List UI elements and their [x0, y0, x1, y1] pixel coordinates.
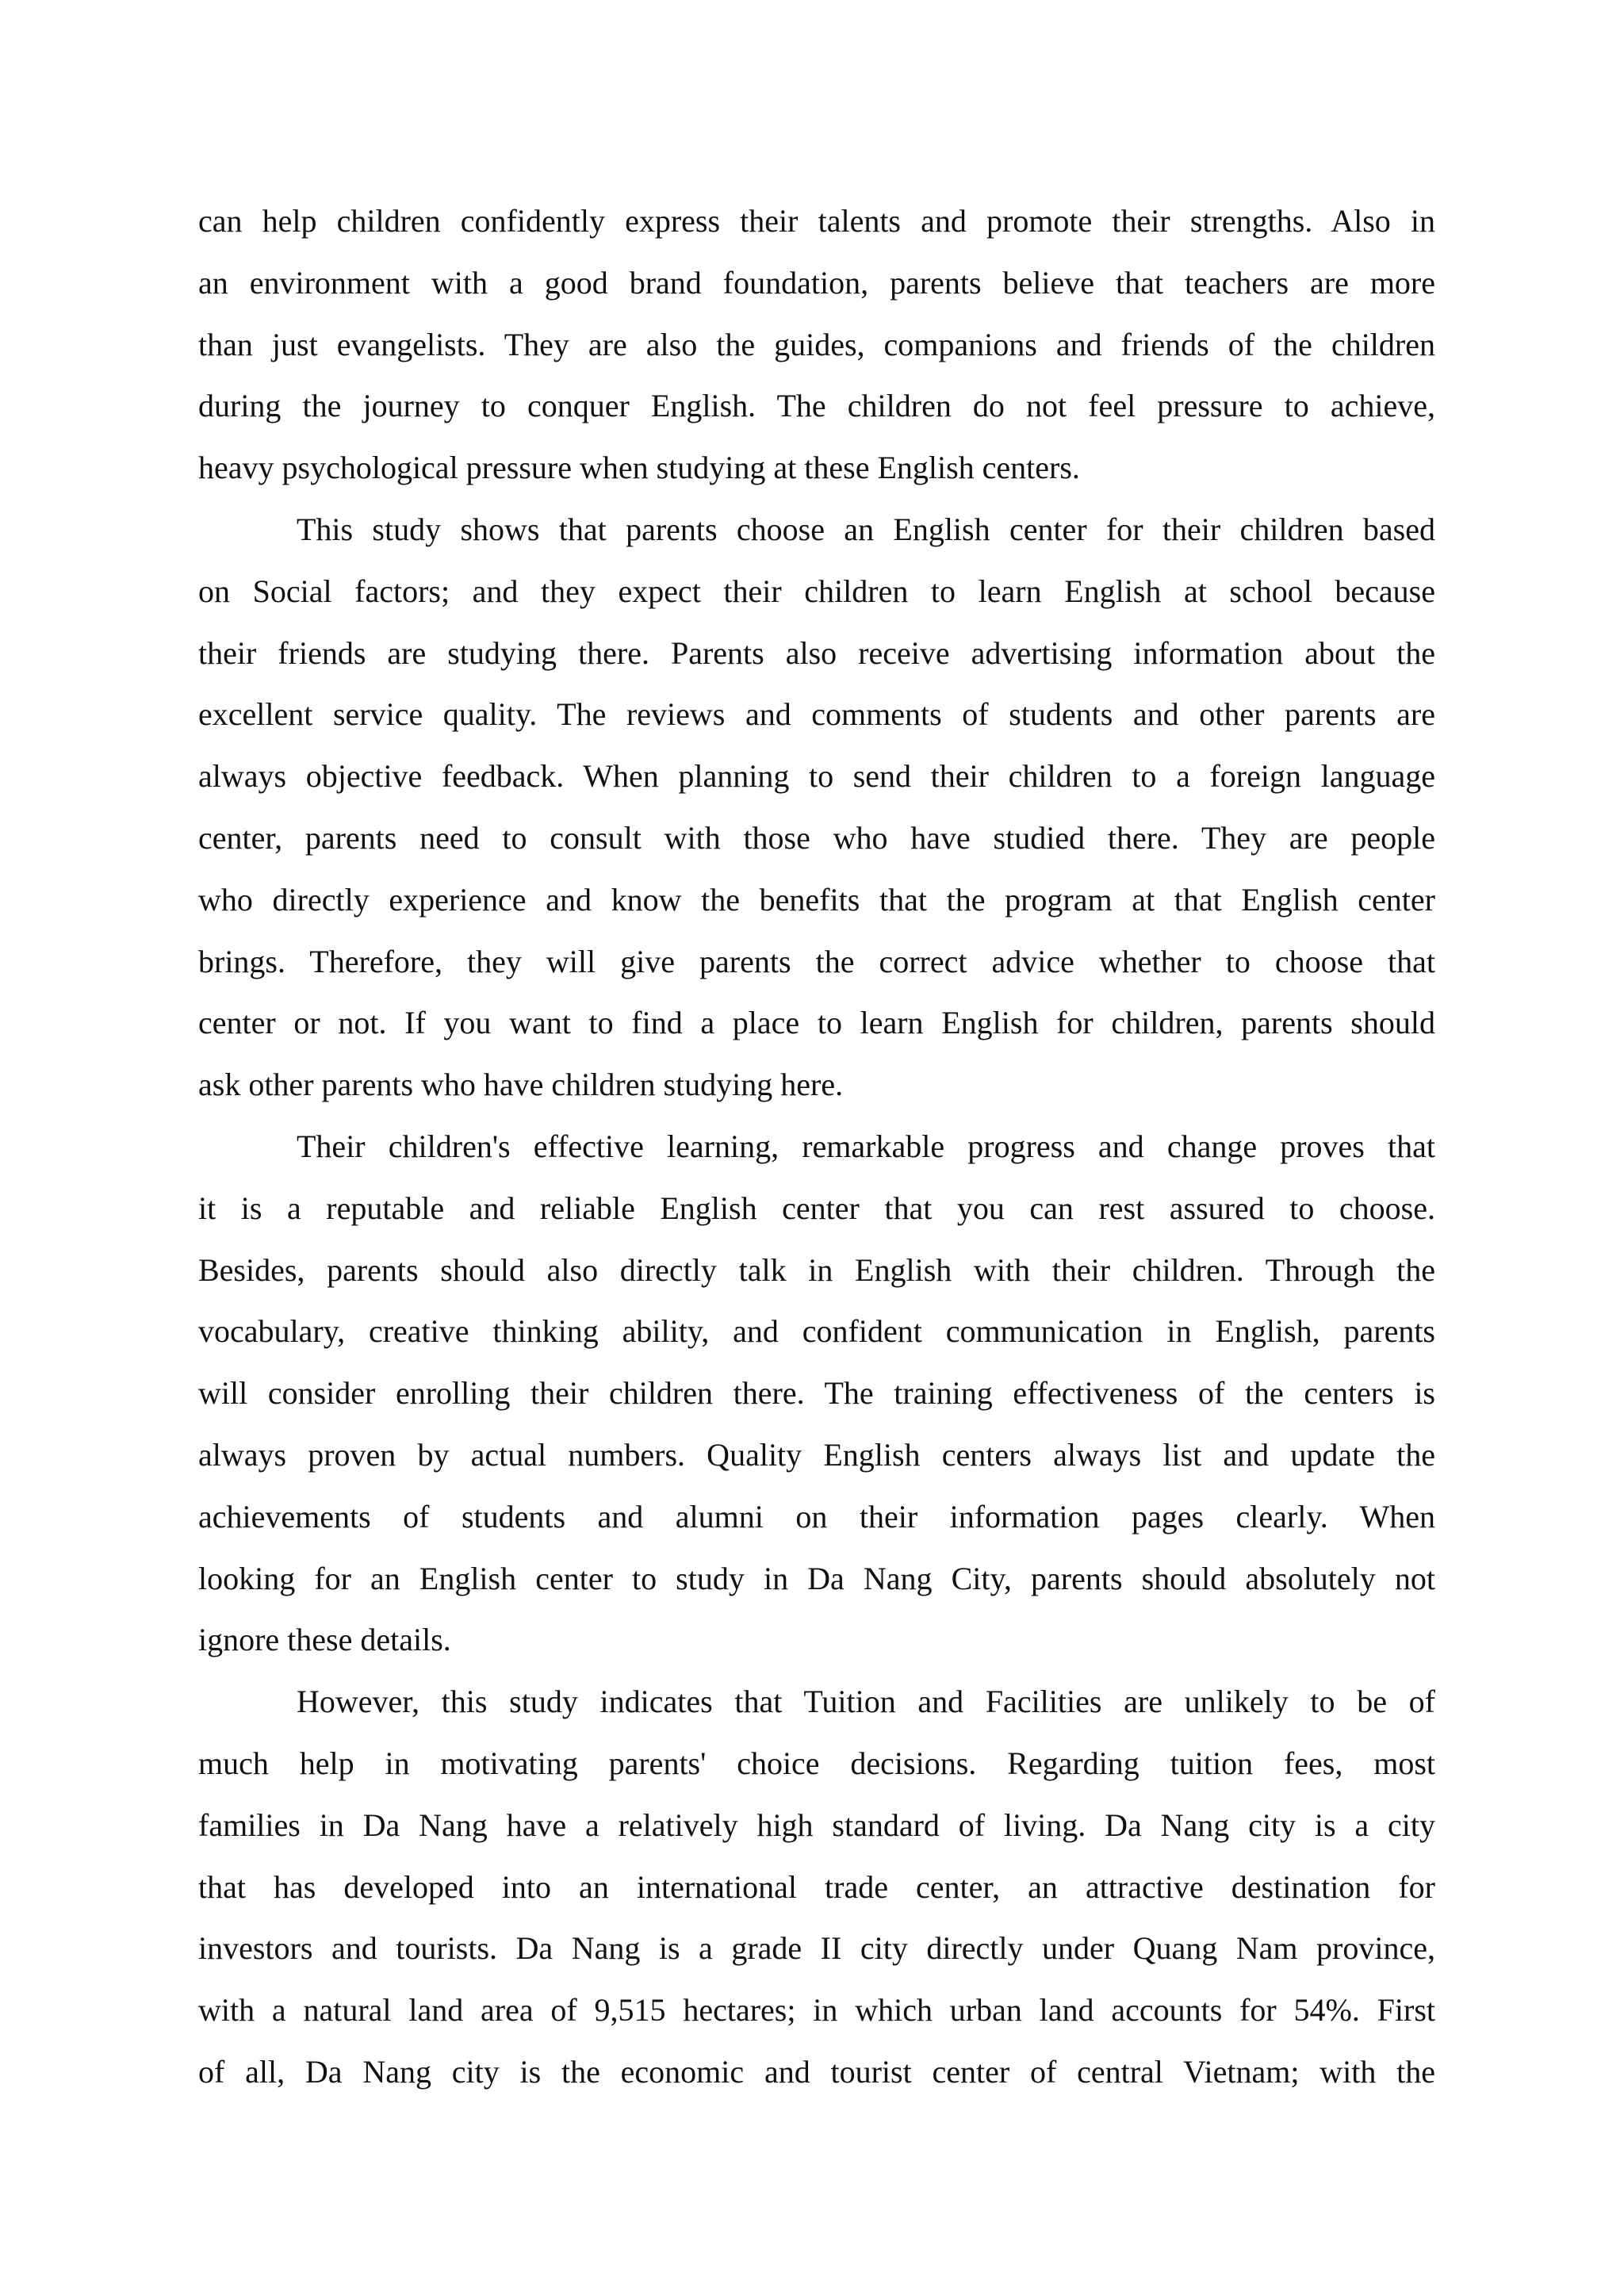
text-line: This study shows that parents choose an English center for their children based	[297, 511, 1435, 547]
text-line: vocabulary, creative thinking ability, and confident communication in English, parents	[198, 1313, 1435, 1350]
text-line: on Social factors; and they expect their children to learn English at school because	[198, 573, 1435, 609]
text-line: families in Da Nang have a relatively high standard of living. Da Nang city is a city	[198, 1806, 1435, 1843]
text-line: of all, Da Nang city is the economic and tourist center of central Vietnam; with the	[198, 2053, 1435, 2090]
text-line: that has developed into an international trade center, an attractive destination for	[198, 1868, 1435, 1905]
text-line: excellent service quality. The reviews and comments of students and other parents are	[198, 696, 1435, 733]
text-line: than just evangelists. They are also the guides, companions and friends of the children	[198, 326, 1435, 362]
text-line: heavy psychological pressure when studying at these English centers.	[198, 450, 1080, 486]
text-line: always objective feedback. When planning to send their children to a foreign language	[198, 758, 1435, 795]
text-line: their friends are studying there. Parents also receive advertising information about the	[198, 634, 1435, 671]
text-line: will consider enrolling their children there. The training effectiveness of the centers is	[198, 1375, 1435, 1412]
text-line: center or not. If you want to find a place to learn English for children, parents should	[198, 1005, 1435, 1041]
text-line: always proven by actual numbers. Quality English centers always list and update the	[198, 1436, 1435, 1473]
text-line: Their children's effective learning, remarkable progress and change proves that	[297, 1128, 1435, 1164]
text-line: investors and tourists. Da Nang is a grade II city directly under Quang Nam province,	[198, 1930, 1435, 1967]
text-line: looking for an English center to study in Da Nang City, parents should absolutely not	[198, 1560, 1435, 1596]
text-line: an environment with a good brand foundation, parents believe that teachers are more	[198, 264, 1435, 301]
text-line: during the journey to conquer English. The children do not feel pressure to achieve,	[198, 388, 1435, 424]
paragraph	[198, 190, 1435, 499]
body-text	[198, 190, 1435, 2103]
paragraph	[198, 1116, 1435, 1671]
text-line: who directly experience and know the benefits that the program at that English center	[198, 881, 1435, 918]
text-line: much help in motivating parents' choice decisions. Regarding tuition fees, most	[198, 1745, 1435, 1781]
text-line: However, this study indicates that Tuition and Facilities are unlikely to be of	[297, 1684, 1435, 1720]
text-line: brings. Therefore, they will give parents the correct advice whether to choose that	[198, 943, 1435, 979]
paragraph	[198, 1671, 1435, 2103]
text-line: achievements of students and alumni on their information pages clearly. When	[198, 1498, 1435, 1534]
text-line: ask other parents who have children studying here.	[198, 1067, 844, 1103]
paragraph	[198, 499, 1435, 1116]
text-line: with a natural land area of 9,515 hectares; in which urban land accounts for 54%. First	[198, 1992, 1435, 2029]
text-line: Besides, parents should also directly talk in English with their children. Through the	[198, 1251, 1435, 1288]
text-line: ignore these details.	[198, 1622, 451, 1658]
text-line: center, parents need to consult with those who have studied there. They are people	[198, 819, 1435, 856]
text-line: it is a reputable and reliable English center that you can rest assured to choose.	[198, 1190, 1435, 1226]
text-line: can help children confidently express their talents and promote their strengths. Also in	[198, 203, 1435, 239]
